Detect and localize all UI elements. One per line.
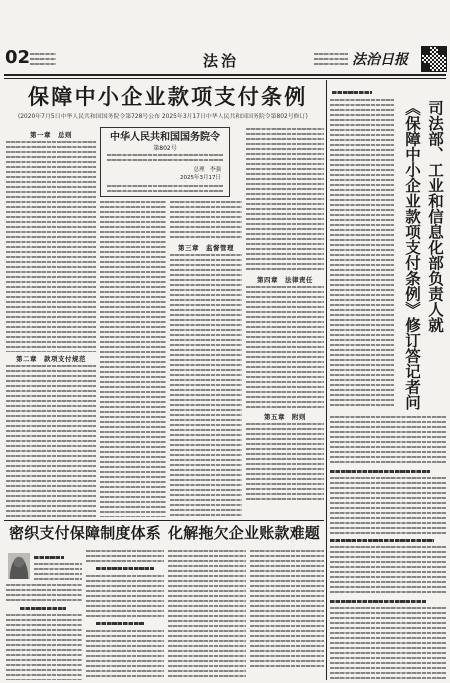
decree-number: 第802号: [153, 145, 177, 152]
chapter-heading: 第四章 法律责任: [257, 276, 313, 284]
commentary-text: [250, 550, 324, 668]
commentary-text: [6, 614, 82, 680]
chapter-heading: 第五章 附则: [264, 413, 306, 421]
interview-text: [330, 99, 394, 409]
article-text: [170, 254, 242, 517]
interview-text: [330, 477, 446, 535]
interview-headline-line2: 《保障中小企业款项支付条例》修订答记者问: [403, 100, 421, 410]
article-text: [246, 423, 324, 503]
chapter-heading: 第二章 款项支付规范: [16, 355, 86, 363]
interview-question: [330, 470, 430, 473]
regulation-headline: 保障中小企业款项支付条例: [28, 85, 308, 109]
regulation-promulgation-note: (2020年7月5日中华人民共和国国务院令第728号公布 2025年3月17日中华人民共和国国务院令第802号修订): [18, 114, 308, 120]
commentary-headline-left: 密织支付保障制度体系: [9, 524, 162, 542]
interview-text: [330, 416, 446, 466]
interview-question: [330, 600, 426, 603]
state-council-decree-box: [100, 127, 230, 197]
issue-date-text: [30, 53, 56, 67]
section-title: 法治: [203, 52, 240, 70]
interview-headline-line1: 司法部、工业和信息化部负责人就: [426, 100, 444, 333]
article-text: [246, 128, 324, 273]
commentary-headline-right: 化解拖欠企业账款难题: [168, 524, 321, 542]
column-divider: [326, 80, 327, 680]
commentary-subheading: [96, 622, 144, 625]
decree-text: [107, 154, 223, 164]
author-photo: [8, 553, 30, 579]
commentary-text: [86, 630, 164, 680]
page-number: 02: [5, 47, 31, 68]
decree-signer: 总理 李强: [193, 167, 221, 173]
interview-byline: [332, 91, 372, 94]
article-text: [6, 141, 96, 352]
interview-text: [330, 546, 446, 596]
article-text: [170, 201, 242, 241]
chapter-heading: 第三章 监督管理: [178, 244, 234, 252]
interview-question: [330, 539, 434, 542]
chapter-heading: 第一章 总则: [30, 131, 72, 139]
interview-text: [330, 607, 446, 680]
commentary-text: [34, 563, 82, 581]
decree-title: 中华人民共和国国务院令: [110, 132, 220, 143]
editor-credits-text: [314, 53, 348, 68]
commentary-text: [6, 584, 82, 604]
section-divider: [4, 520, 324, 521]
commentary-text: [86, 575, 164, 619]
masthead-rule: [4, 74, 446, 76]
qr-code: [422, 47, 446, 71]
commentary-text: [168, 550, 246, 680]
commentary-subheading: [20, 607, 66, 610]
interview-headline: [398, 100, 446, 412]
decree-date: 2025年3月17日: [180, 175, 221, 181]
article-text: [246, 286, 324, 410]
decree-footer-text: [107, 185, 223, 193]
article-text: [100, 201, 166, 517]
masthead-rule-thin: [4, 78, 446, 79]
commentary-byline: [34, 556, 64, 559]
newspaper-logo: 法治日报: [352, 52, 408, 68]
article-text: [6, 365, 96, 517]
commentary-subheading: [96, 567, 154, 570]
commentary-text: [86, 550, 164, 564]
